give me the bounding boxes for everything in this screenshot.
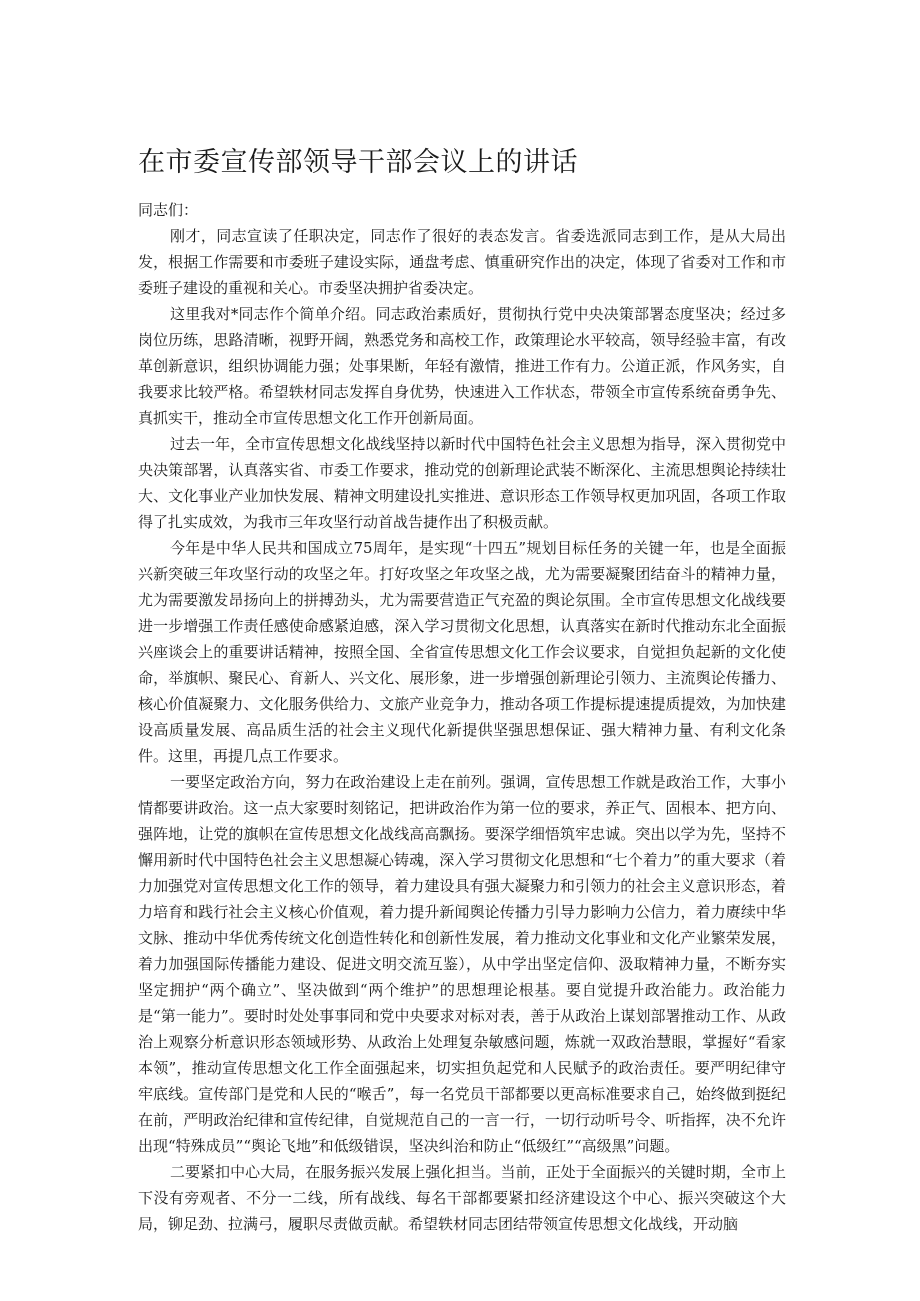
paragraph-5: 一要坚定政治方向，努力在政治建设上走在前列。强调，宣传思想工作就是政治工作，大事小情都要讲政治。这一点大家要时刻铭记，把讲政治作为第一位的要求，养正气、固根本、把方向、强阵地，让党的旗帜在宣传思想文化战线高高飘扬。要深学细悟筑牢忠诚。突出以学为先，坚持不懈用新时代中国特色社会主义思想凝心铸魂，深入学习贯彻文化思想和“七个着力”的重大要求（着力加强党对宣传思想文化工作的领导，着力建设具有强大凝聚力和引领力的社会主义意识形态，着力培育和践行社会主义核心价值观，着力提升新闻舆论传播力引导力影响力公信力，着力赓续中华文脉、推动中华优秀传统文化创造性转化和创新性发展，着力推动文化事业和文化产业繁荣发展，着力加强国际传播能力建设、促进文明交流互鉴），从中学出坚定信仰、汲取精神力量，不断夯实坚定拥护“两个确立”、坚决做到“两个维护”的思想理论根基。要自觉提升政治能力。政治能力是“第一能力”。要时时处处事事同和党中央要求对标对表，善于从政治上谋划部署推动工作、从政治上观察分析意识形态领域形势、从政治上处理复杂敏感问题，炼就一双政治慧眼，掌握好“看家本领”，推动宣传思想文化工作全面强起来，切实担负起党和人民赋予的政治责任。要严明纪律守牢底线。宣传部门是党和人民的“喉舌”，每一名党员干部都要以更高标准要求自己，始终做到挺纪在前，严明政治纪律和宣传纪律，自觉规范自己的一言一行，一切行动听号令、听指挥，决不允许出现“特殊成员”“舆论飞地”和低级错误，坚决纠治和防止“低级红”“高级黑”问题。: [138, 773, 786, 1155]
paragraph-3: 过去一年，全市宣传思想文化战线坚持以新时代中国特色社会主义思想为指导，深入贯彻党中央决策部署，认真落实省、市委工作要求，推动党的创新理论武装不断深化、主流思想舆论持续壮大、文化事业产业加快发展、精神文明建设扎实推进、意识形态工作领导权更加巩固，各项工作取得了扎实成效，为我市三年攻坚行动首战告捷作出了积极贡献。: [138, 435, 786, 531]
paragraph-4: 今年是中华人民共和国成立75周年，是实现“十四五”规划目标任务的关键一年，也是全面振兴新突破三年攻坚行动的攻坚之年。打好攻坚之年攻坚之战，尤为需要凝聚团结奋斗的精神力量，尤为需要激发昂扬向上的拼搏劲头，尤为需要营造正气充盈的舆论氛围。全市宣传思想文化战线要进一步增强工作责任感使命感紧迫感，深入学习贯彻文化思想，认真落实在新时代推动东北全面振兴座谈会上的重要讲话精神，按照全国、全省宣传思想文化工作会议要求，自觉担负起新的文化使命，举旗帜、聚民心、育新人、兴文化、展形象，进一步增强创新理论引领力、主流舆论传播力、核心价值凝聚力、文化服务供给力、文旅产业竞争力，推动各项工作提标提速提质提效，为加快建设高质量发展、高品质生活的社会主义现代化新提供坚强思想保证、强大精神力量、有利文化条件。这里，再提几点工作要求。: [138, 539, 786, 765]
document-body: [138, 197, 786, 1237]
paragraph-1: 刚才，同志宣读了任职决定，同志作了很好的表态发言。省委选派同志到工作，是从大局出发，根据工作需要和市委班子建设实际，通盘考虑、慎重研究作出的决定，体现了省委对工作和市委班子建设的重视和关心。市委坚决拥护省委决定。: [138, 227, 786, 297]
paragraph-6: 二要紧扣中心大局，在服务振兴发展上强化担当。当前，正处于全面振兴的关键时期，全市上下没有旁观者、不分一二线，所有战线、每名干部都要紧扣经济建设这个中心、振兴突破这个大局，铆足劲、拉满弓，履职尽责做贡献。希望轶材同志团结带领宣传思想文化战线，开动脑: [138, 1163, 786, 1233]
salutation: 同志们：: [138, 201, 199, 219]
document-title: 在市委宣传部领导干部会议上的讲话: [138, 147, 578, 178]
paragraph-2: 这里我对*同志作个简单介绍。同志政治素质好，贯彻执行党中央决策部署态度坚决；经过多岗位历练，思路清晰，视野开阔，熟悉党务和高校工作，政策理论水平较高，领导经验丰富，有改革创新意识，组织协调能力强；处事果断，年轻有激情，推进工作有力。公道正派，作风务实，自我要求比较严格。希望轶材同志发挥自身优势，快速进入工作状态，带领全市宣传系统奋勇争先、真抓实干，推动全市宣传思想文化工作开创新局面。: [138, 305, 786, 427]
